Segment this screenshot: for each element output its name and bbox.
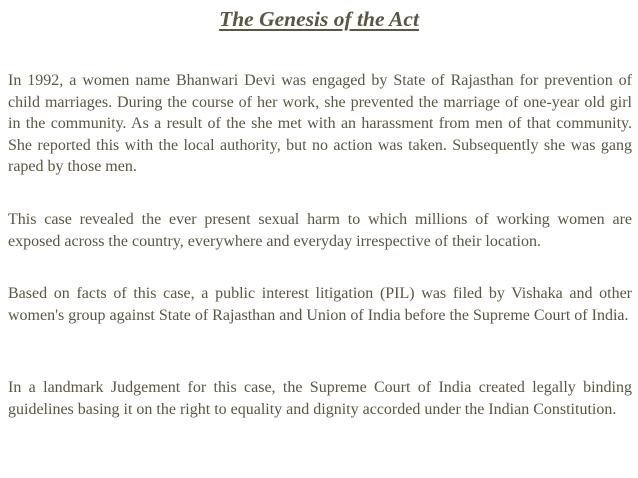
paragraph-case-impact: This case revealed the ever present sexual harm to which millions of working women are exposed across the country, everywhere and everyday irrespective of their location. (8, 211, 632, 250)
slide-title: The Genesis of the Act (219, 7, 419, 31)
paragraph-bhanwari-devi-case: In 1992, a women name Bhanwari Devi was engaged by State of Rajasthan for prevention of child marriages. During the course of her work, she prevented the marriage of one-year old girl in the community. As a result of the she met with an harassment from men of that community. She reported this with the local authority, but no action was taken. Subsequently she was gang raped by those men. (8, 72, 632, 175)
paragraph-pil-filed: Based on facts of this case, a public interest litigation (PIL) was filed by Vishaka and other women's group against State of Rajasthan and Union of India before the Supreme Court of India. (8, 285, 632, 324)
paragraph-supreme-court-judgement: In a landmark Judgement for this case, the Supreme Court of India created legally binding guidelines basing it on the right to equality and dignity accorded under the Indian Constitution. (8, 379, 632, 418)
